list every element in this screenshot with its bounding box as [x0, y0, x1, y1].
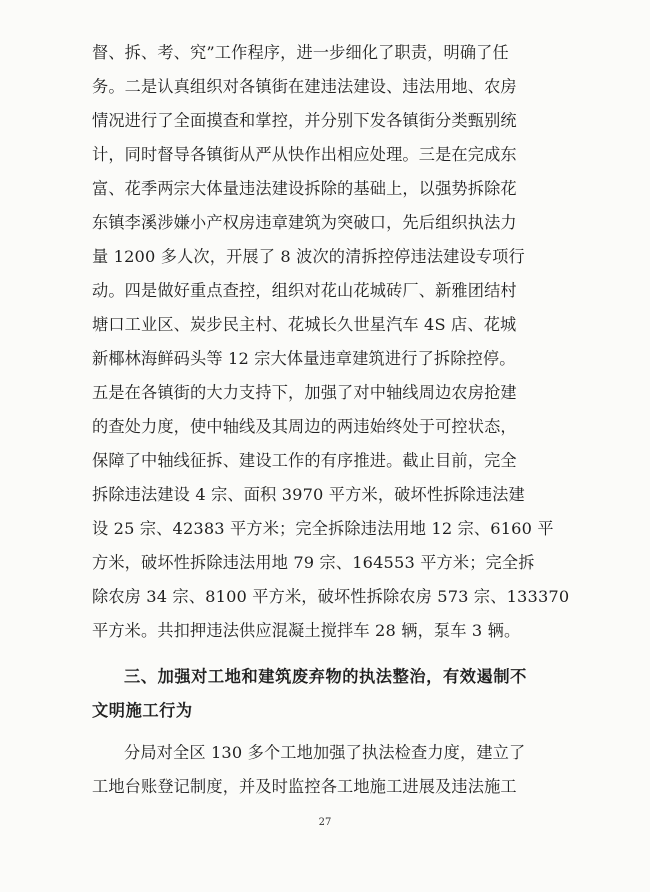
text-line: 新椰林海鲜码头等 12 宗大体量违章建筑进行了拆除控停。 — [92, 349, 516, 368]
text-line: 富、花季两宗大体量违法建设拆除的基础上，以强势拆除花 — [92, 179, 517, 198]
text-line: 塘口工业区、炭步民主村、花城长久世星汽车 4S 店、花城 — [92, 315, 517, 334]
text-line: 量 1200 多人次，开展了 8 波次的清拆控停违法建设专项行 — [92, 247, 525, 266]
text-line: 工地台账登记制度，并及时监控各工地施工进展及违法施工 — [92, 777, 517, 796]
text-line: 情况进行了全面摸查和掌控，并分别下发各镇街分类甄别统 — [92, 111, 517, 130]
section-heading: 三、加强对工地和建筑废弃物的执法整治，有效遏制不 — [124, 667, 527, 686]
text-line: 拆除违法建设 4 宗、面积 3970 平方米，破坏性拆除违法建 — [92, 485, 525, 504]
text-line: 方米，破坏性拆除违法用地 79 宗、164553 平方米；完全拆 — [92, 553, 535, 572]
section-heading-continued: 文明施工行为 — [92, 701, 193, 720]
text-line: 务。二是认真组织对各镇街在建违法建设、违法用地、农房 — [92, 77, 517, 96]
text-line: 除农房 34 宗、8100 平方米，破坏性拆除农房 573 宗、133370 — [92, 587, 570, 606]
text-line: 保障了中轴线征拆、建设工作的有序推进。截止目前，完全 — [92, 451, 517, 470]
text-line: 动。四是做好重点查控，组织对花山花城砖厂、新雅团结村 — [92, 281, 517, 300]
text-line: 计，同时督导各镇街从严从快作出相应处理。三是在完成东 — [92, 145, 517, 164]
text-line: 平方米。共扣押违法供应混凝土搅拌车 28 辆，泵车 3 辆。 — [92, 621, 521, 640]
text-line: 的查处力度，使中轴线及其周边的两违始终处于可控状态， — [92, 417, 517, 436]
text-line: 五是在各镇街的大力支持下，加强了对中轴线周边农房抢建 — [92, 383, 517, 402]
page-number: 27 — [318, 817, 332, 828]
text-line: 分局对全区 130 多个工地加强了执法检查力度，建立了 — [124, 743, 526, 762]
text-line: 东镇李溪涉嫌小产权房违章建筑为突破口，先后组织执法力 — [92, 213, 517, 232]
text-line: 督、拆、考、究”工作程序，进一步细化了职责，明确了任 — [92, 43, 509, 62]
text-line: 设 25 宗、42383 平方米；完全拆除违法用地 12 宗、6160 平 — [92, 519, 554, 538]
